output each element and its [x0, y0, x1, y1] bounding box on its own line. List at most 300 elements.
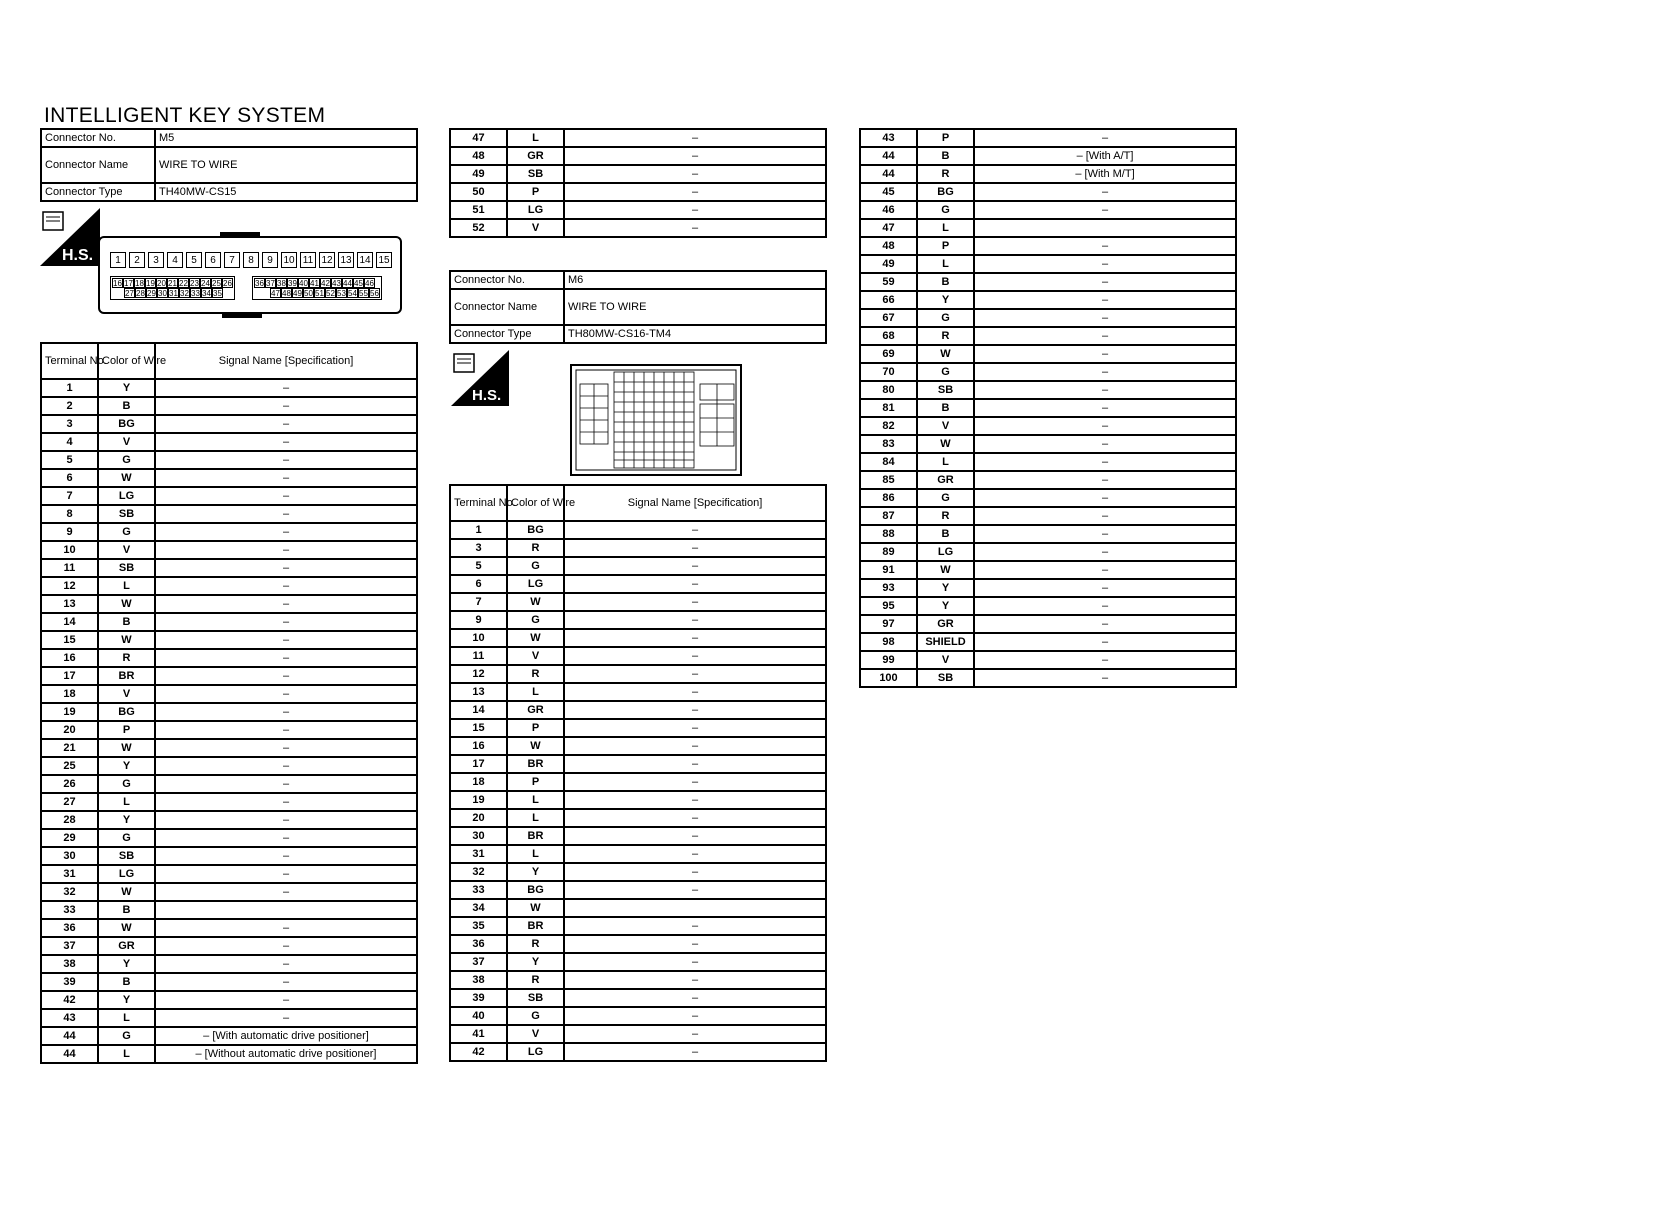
- table-row: [41, 613, 417, 631]
- wire-color: GR: [917, 615, 974, 633]
- signal-name: –: [974, 255, 1236, 273]
- table-row: [41, 595, 417, 613]
- m6-connector-face: [570, 364, 742, 476]
- terminal-no: 17: [450, 755, 507, 773]
- terminal-no: 51: [450, 201, 507, 219]
- wire-color: B: [98, 973, 155, 991]
- signal-name: –: [974, 651, 1236, 669]
- wire-color: Y: [507, 863, 564, 881]
- table-row: [450, 719, 826, 737]
- wire-color: V: [507, 219, 564, 237]
- pin-cavity: 46: [365, 279, 374, 288]
- signal-name: –: [564, 1043, 826, 1061]
- table-row: [860, 453, 1236, 471]
- info-row: [41, 147, 417, 183]
- wire-color: R: [507, 935, 564, 953]
- signal-name: [564, 899, 826, 917]
- pin-cavity: 10: [281, 252, 297, 268]
- wire-color: SB: [507, 989, 564, 1007]
- pin-cavity: 2: [129, 252, 145, 268]
- signal-name: – [With M/T]: [974, 165, 1236, 183]
- signal-name: –: [155, 883, 417, 901]
- wire-color: G: [507, 611, 564, 629]
- info-label: Connector No.: [41, 129, 155, 147]
- info-label: Connector No.: [450, 271, 564, 289]
- terminal-no: 47: [450, 129, 507, 147]
- wire-color: V: [917, 417, 974, 435]
- table-row: [450, 953, 826, 971]
- terminal-no: 83: [860, 435, 917, 453]
- wire-color: R: [917, 165, 974, 183]
- signal-name: –: [564, 989, 826, 1007]
- terminal-no: 44: [41, 1027, 98, 1045]
- wire-color: V: [98, 433, 155, 451]
- terminal-no: 93: [860, 579, 917, 597]
- wire-color: Y: [98, 757, 155, 775]
- info-row: [41, 129, 417, 147]
- pin-cavity: 52: [326, 289, 335, 298]
- table-row: [860, 417, 1236, 435]
- pin-cavity: 44: [343, 279, 352, 288]
- terminal-no: 6: [41, 469, 98, 487]
- pin-cavity: 1: [110, 252, 126, 268]
- table-row: [450, 755, 826, 773]
- hs-label: H.S.: [472, 387, 502, 404]
- table-row: [450, 1043, 826, 1061]
- table-row: [860, 291, 1236, 309]
- signal-name: –: [564, 935, 826, 953]
- wire-color: W: [507, 593, 564, 611]
- terminal-no: 31: [41, 865, 98, 883]
- table-row: [41, 793, 417, 811]
- signal-name: –: [564, 629, 826, 647]
- wire-color: LG: [507, 1043, 564, 1061]
- signal-name: –: [155, 991, 417, 1009]
- signal-name: –: [155, 703, 417, 721]
- m5-connector-face: [98, 236, 402, 314]
- terminal-no: 30: [41, 847, 98, 865]
- terminal-no: 97: [860, 615, 917, 633]
- table-row: [860, 507, 1236, 525]
- pin-cavity: 25: [212, 279, 221, 288]
- signal-name: –: [974, 525, 1236, 543]
- pin-cavity: 21: [168, 279, 177, 288]
- pin-cavity: 13: [338, 252, 354, 268]
- wire-color: L: [917, 255, 974, 273]
- terminal-no: 33: [41, 901, 98, 919]
- terminal-no: 49: [450, 165, 507, 183]
- wire-color: BG: [917, 183, 974, 201]
- terminal-no: 14: [41, 613, 98, 631]
- wire-color: R: [507, 971, 564, 989]
- signal-name: –: [974, 327, 1236, 345]
- pin-cavity: 26: [223, 279, 232, 288]
- wire-color: BR: [507, 827, 564, 845]
- info-value: WIRE TO WIRE: [155, 147, 417, 183]
- table-row: [450, 665, 826, 683]
- signal-name: –: [564, 593, 826, 611]
- signal-name: –: [974, 363, 1236, 381]
- table-row: [41, 739, 417, 757]
- table-row: [450, 647, 826, 665]
- terminal-no: 84: [860, 453, 917, 471]
- pin-cavity: 53: [337, 289, 346, 298]
- info-row: [450, 289, 826, 325]
- signal-name: –: [564, 845, 826, 863]
- pin-cavity: 23: [190, 279, 199, 288]
- terminal-no: 81: [860, 399, 917, 417]
- signal-name: –: [564, 557, 826, 575]
- terminal-no: 8: [41, 505, 98, 523]
- wire-color: B: [917, 399, 974, 417]
- signal-name: –: [974, 183, 1236, 201]
- pin-cavity: 43: [332, 279, 341, 288]
- signal-name: –: [155, 1009, 417, 1027]
- terminal-header: Terminal No.: [41, 343, 98, 379]
- table-row: [41, 757, 417, 775]
- signal-name: –: [155, 847, 417, 865]
- pin-cavity: 34: [202, 289, 211, 298]
- wire-color: SB: [507, 165, 564, 183]
- terminal-no: 66: [860, 291, 917, 309]
- terminal-no: 36: [450, 935, 507, 953]
- signal-name: –: [974, 453, 1236, 471]
- pin-cavity: 16: [113, 279, 122, 288]
- terminal-no: 42: [450, 1043, 507, 1061]
- wire-color: Y: [98, 991, 155, 1009]
- signal-name: –: [155, 631, 417, 649]
- info-row: [450, 271, 826, 289]
- signal-name: –: [564, 129, 826, 147]
- signal-name: –: [564, 147, 826, 165]
- terminal-no: 9: [41, 523, 98, 541]
- terminal-no: 25: [41, 757, 98, 775]
- hs-label: H.S.: [62, 247, 94, 264]
- terminal-no: 82: [860, 417, 917, 435]
- m6-terminal-table: [449, 484, 827, 1062]
- terminal-no: 12: [41, 577, 98, 595]
- table-row: [450, 165, 826, 183]
- info-value: TH80MW-CS16-TM4: [564, 325, 826, 343]
- wire-color: G: [98, 1027, 155, 1045]
- table-row: [450, 539, 826, 557]
- pin-cavity: 3: [148, 252, 164, 268]
- terminal-no: 95: [860, 597, 917, 615]
- wire-color: G: [507, 1007, 564, 1025]
- table-row: [41, 703, 417, 721]
- terminal-no: 80: [860, 381, 917, 399]
- pin-cavity: 35: [213, 289, 222, 298]
- wire-color: W: [98, 631, 155, 649]
- terminal-no: 5: [450, 557, 507, 575]
- terminal-no: 7: [450, 593, 507, 611]
- table-row: [41, 397, 417, 415]
- wire-color: SB: [98, 559, 155, 577]
- table-row: [41, 685, 417, 703]
- pin-cavity: 29: [147, 289, 156, 298]
- wire-color: W: [507, 899, 564, 917]
- terminal-no: 4: [41, 433, 98, 451]
- signal-name: –: [155, 649, 417, 667]
- signal-name: –: [155, 541, 417, 559]
- terminal-no: 46: [860, 201, 917, 219]
- table-row: [860, 147, 1236, 165]
- signal-name: –: [155, 721, 417, 739]
- pin-cavity: 37: [266, 279, 275, 288]
- table-row: [860, 165, 1236, 183]
- wire-color: W: [98, 919, 155, 937]
- terminal-no: 91: [860, 561, 917, 579]
- wire-color: P: [917, 237, 974, 255]
- signal-name: –: [564, 521, 826, 539]
- m6-terminal-table-continued: [859, 128, 1237, 688]
- pin-cavity: 32: [180, 289, 189, 298]
- signal-name: –: [564, 165, 826, 183]
- wire-color: G: [98, 775, 155, 793]
- pin-cavity: 54: [348, 289, 357, 298]
- signal-name: –: [974, 489, 1236, 507]
- terminal-header: Terminal No.: [450, 485, 507, 521]
- signal-name: –: [155, 451, 417, 469]
- table-row: [450, 611, 826, 629]
- terminal-no: 20: [450, 809, 507, 827]
- table-row: [450, 863, 826, 881]
- table-row: [450, 521, 826, 539]
- signal-name: –: [974, 273, 1236, 291]
- wire-color: G: [98, 523, 155, 541]
- table-row: [450, 881, 826, 899]
- wire-color: Y: [98, 379, 155, 397]
- header-row: [450, 485, 826, 521]
- wire-color: GR: [507, 701, 564, 719]
- terminal-no: 37: [41, 937, 98, 955]
- table-row: [860, 633, 1236, 651]
- wire-color: BG: [98, 415, 155, 433]
- wire-color: L: [917, 219, 974, 237]
- pin-cavity: 31: [169, 289, 178, 298]
- table-row: [41, 577, 417, 595]
- terminal-no: 59: [860, 273, 917, 291]
- terminal-no: 40: [450, 1007, 507, 1025]
- wire-color: B: [98, 397, 155, 415]
- pin-cavity: 4: [167, 252, 183, 268]
- terminal-no: 41: [450, 1025, 507, 1043]
- signal-name: –: [564, 219, 826, 237]
- terminal-no: 32: [41, 883, 98, 901]
- signal-name: –: [155, 379, 417, 397]
- wire-color: W: [98, 469, 155, 487]
- signal-name: [155, 901, 417, 919]
- pin-cavity: 48: [282, 289, 291, 298]
- signal-name: –: [155, 973, 417, 991]
- table-row: [450, 183, 826, 201]
- terminal-no: 39: [450, 989, 507, 1007]
- signal-name: –: [155, 829, 417, 847]
- terminal-no: 44: [860, 147, 917, 165]
- pin-cavity: 45: [354, 279, 363, 288]
- wire-color: W: [507, 629, 564, 647]
- table-row: [41, 1027, 417, 1045]
- wire-color: P: [917, 129, 974, 147]
- signal-name: –: [155, 505, 417, 523]
- signal-name: –: [974, 543, 1236, 561]
- terminal-no: 12: [450, 665, 507, 683]
- page-title: INTELLIGENT KEY SYSTEM: [44, 104, 326, 127]
- table-row: [41, 937, 417, 955]
- pin-cavity: 8: [243, 252, 259, 268]
- table-row: [450, 935, 826, 953]
- table-row: [41, 667, 417, 685]
- signal-name: –: [564, 737, 826, 755]
- signal-name: –: [564, 809, 826, 827]
- signal-name: –: [155, 865, 417, 883]
- table-row: [41, 775, 417, 793]
- wire-color: R: [507, 665, 564, 683]
- terminal-no: 28: [41, 811, 98, 829]
- table-row: [450, 557, 826, 575]
- terminal-no: 9: [450, 611, 507, 629]
- table-row: [41, 811, 417, 829]
- signal-name: –: [974, 669, 1236, 687]
- terminal-no: 48: [450, 147, 507, 165]
- signal-name: –: [974, 291, 1236, 309]
- signal-name: –: [155, 757, 417, 775]
- wire-color: G: [917, 363, 974, 381]
- terminal-no: 2: [41, 397, 98, 415]
- table-row: [41, 1009, 417, 1027]
- signal-name: –: [974, 309, 1236, 327]
- table-row: [860, 615, 1236, 633]
- pin-cavity: 55: [359, 289, 368, 298]
- terminal-no: 34: [450, 899, 507, 917]
- terminal-no: 27: [41, 793, 98, 811]
- terminal-no: 49: [860, 255, 917, 273]
- pin-cavity: 18: [135, 279, 144, 288]
- info-label: Connector Type: [41, 183, 155, 201]
- wire-color: V: [917, 651, 974, 669]
- wire-color: G: [98, 451, 155, 469]
- signal-name: –: [155, 739, 417, 757]
- pin-cavity: 40: [299, 279, 308, 288]
- terminal-no: 50: [450, 183, 507, 201]
- wire-color: R: [98, 649, 155, 667]
- signal-name: –: [564, 611, 826, 629]
- table-row: [41, 505, 417, 523]
- table-row: [41, 541, 417, 559]
- pin-cavity: 11: [300, 252, 316, 268]
- terminal-no: 18: [41, 685, 98, 703]
- wire-color: GR: [507, 147, 564, 165]
- m6-connector-info: [449, 270, 827, 344]
- signal-name: –: [564, 683, 826, 701]
- table-row: [41, 523, 417, 541]
- table-row: [41, 901, 417, 919]
- m5-connector-info: [40, 128, 418, 202]
- wire-color: W: [917, 345, 974, 363]
- signal-name: –: [155, 415, 417, 433]
- wire-color: L: [507, 809, 564, 827]
- table-row: [860, 201, 1236, 219]
- table-row: [860, 255, 1236, 273]
- signal-name: –: [155, 613, 417, 631]
- wire-color: BR: [98, 667, 155, 685]
- terminal-no: 30: [450, 827, 507, 845]
- signal-name: –: [974, 237, 1236, 255]
- terminal-no: 37: [450, 953, 507, 971]
- terminal-no: 13: [450, 683, 507, 701]
- table-row: [860, 219, 1236, 237]
- table-row: [41, 451, 417, 469]
- pin-cavity: 28: [136, 289, 145, 298]
- table-row: [450, 899, 826, 917]
- pin-cavity: 17: [124, 279, 133, 288]
- pin-cavity: 12: [319, 252, 335, 268]
- pin-cavity: 38: [277, 279, 286, 288]
- terminal-no: 100: [860, 669, 917, 687]
- table-row: [41, 955, 417, 973]
- table-row: [860, 435, 1236, 453]
- info-row: [450, 325, 826, 343]
- table-row: [860, 651, 1236, 669]
- signal-name: – [With automatic drive positioner]: [155, 1027, 417, 1045]
- terminal-no: 17: [41, 667, 98, 685]
- terminal-no: 44: [860, 165, 917, 183]
- wire-color: G: [917, 309, 974, 327]
- pin-cavity: 51: [315, 289, 324, 298]
- signal-name: –: [974, 615, 1236, 633]
- pin-cavity: 6: [205, 252, 221, 268]
- pin-cavity: 30: [158, 289, 167, 298]
- signal-name: –: [155, 919, 417, 937]
- terminal-no: 33: [450, 881, 507, 899]
- wire-color: LG: [98, 865, 155, 883]
- table-row: [450, 971, 826, 989]
- signal-name: –: [155, 775, 417, 793]
- signal-name: –: [974, 129, 1236, 147]
- signal-name: –: [564, 791, 826, 809]
- terminal-no: 45: [860, 183, 917, 201]
- table-row: [450, 1025, 826, 1043]
- signal-name: –: [155, 523, 417, 541]
- pin-cavity: 50: [304, 289, 313, 298]
- table-row: [860, 345, 1236, 363]
- table-row: [860, 489, 1236, 507]
- table-row: [41, 883, 417, 901]
- table-row: [450, 737, 826, 755]
- terminal-no: 20: [41, 721, 98, 739]
- signal-name: –: [974, 201, 1236, 219]
- info-value: M5: [155, 129, 417, 147]
- m5-terminal-table-continued: [449, 128, 827, 238]
- terminal-no: 42: [41, 991, 98, 1009]
- pin-cavity: 27: [125, 289, 134, 298]
- table-row: [450, 201, 826, 219]
- terminal-no: 29: [41, 829, 98, 847]
- wire-color: W: [917, 561, 974, 579]
- signal-name: –: [564, 827, 826, 845]
- terminal-no: 44: [41, 1045, 98, 1063]
- wire-color: L: [98, 1045, 155, 1063]
- table-row: [450, 827, 826, 845]
- signal-name: –: [564, 863, 826, 881]
- signal-name: –: [564, 1007, 826, 1025]
- signal-name: –: [974, 633, 1236, 651]
- wire-color: P: [507, 719, 564, 737]
- color-header: Color of Wire: [507, 485, 564, 521]
- table-row: [860, 129, 1236, 147]
- wire-color: B: [917, 147, 974, 165]
- signal-name: –: [155, 577, 417, 595]
